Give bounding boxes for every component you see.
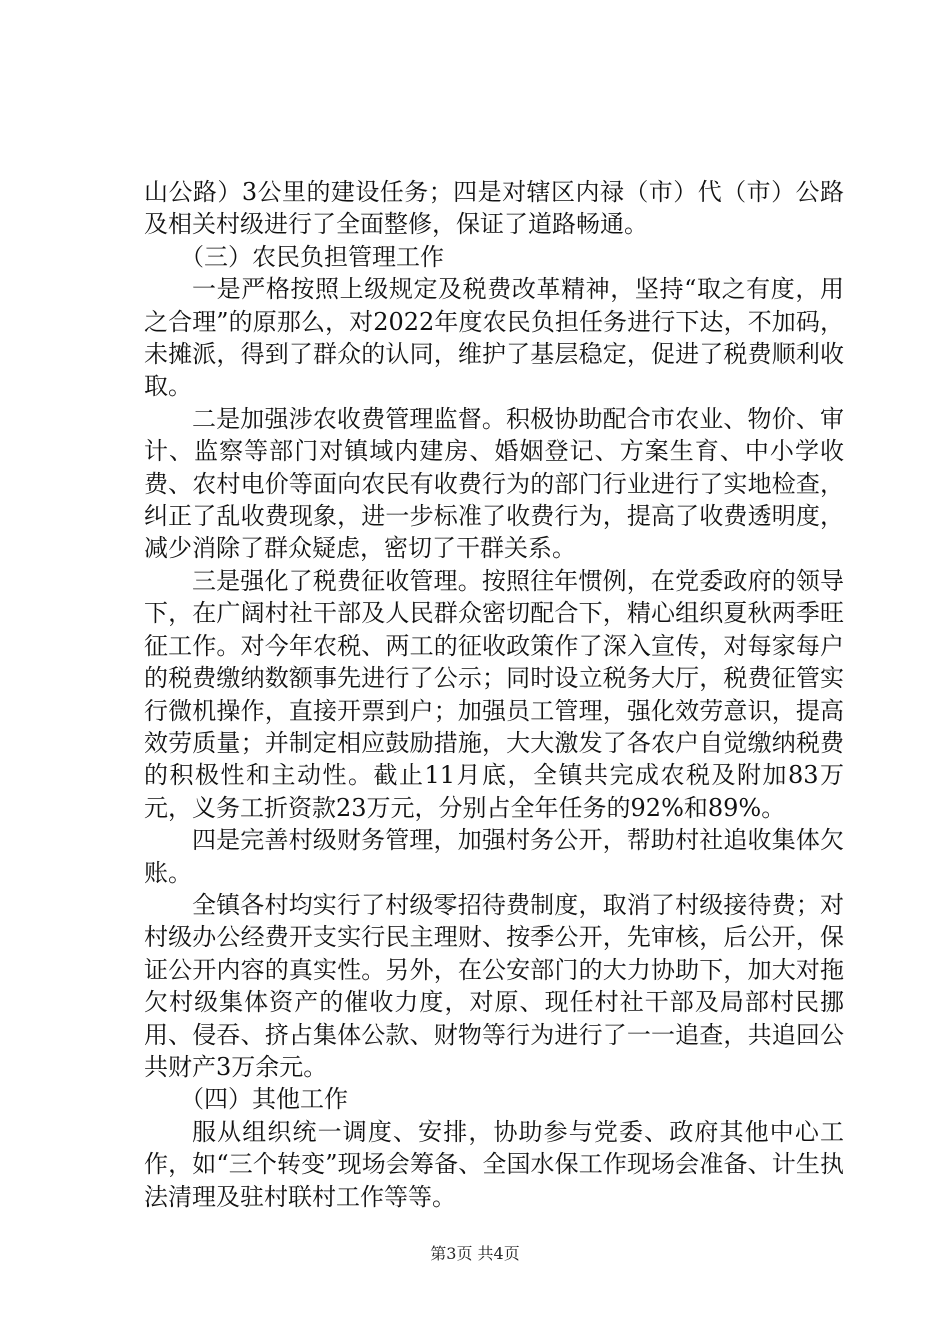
section-heading-farmer-burden: （三）农民负担管理工作 [180, 242, 444, 271]
document-body [144, 176, 844, 1213]
paragraph-other-work: 服从组织统一调度、安排，协助参与党委、政府其他中心工作，如“三个转变”现场会筹备、全国水保工作现场会准备、计生执法清理及驻村联村工作等等。 [144, 1117, 844, 1211]
section-heading-other-work: （四）其他工作 [180, 1085, 348, 1114]
page-number-footer: 第3页 共4页 [430, 1244, 520, 1263]
paragraph-point-one: 一是严格按照上级规定及税费改革精神，坚持“取之有度，用之合理”的原那么，对2022年度农民负担任务进行下达，不加码，未摊派，得到了群众的认同，维护了基层稳定，促进了税费顺利收取。 [144, 275, 844, 401]
paragraph-point-three: 三是强化了税费征收管理。按照往年惯例，在党委政府的领导下，在广阔村社干部及人民群众密切配合下，精心组织夏秋两季旺征工作。对今年农税、两工的征收政策作了深入宣传，对每家每户的税费缴纳数额事先进行了公示；同时设立税务大厅，税费征管实行微机操作，直接开票到户；加强员工管理，强化效劳意识，提高效劳质量；并制定相应鼓励措施，大大激发了各农户自觉缴纳税费的积极性和主动性。截止11月底，全镇共完成农税及附加83万元，义务工折资款23万元，分别占全年任务的92%和89%。 [144, 566, 844, 822]
paragraph-point-four: 四是完善村级财务管理，加强村务公开，帮助村社追收集体欠账。 [144, 826, 844, 887]
paragraph-road-continuation: 山公路）3公里的建设任务；四是对辖区内禄（市）代（市）公路及相关村级进行了全面整修，保证了道路畅通。 [144, 178, 844, 239]
paragraph-village-finance: 全镇各村均实行了村级零招待费制度，取消了村级接待费；对村级办公经费开支实行民主理财、按季公开，先审核，后公开，保证公开内容的真实性。另外，在公安部门的大力协助下，加大对拖欠村级集体资产的催收力度，对原、现任村社干部及局部村民挪用、侵吞、挤占集体公款、财物等行为进行了一一追查，共追回公共财产3万余元。 [144, 890, 844, 1081]
paragraph-point-two: 二是加强涉农收费管理监督。积极协助配合市农业、物价、审计、监察等部门对镇域内建房、婚姻登记、方案生育、中小学收费、农村电价等面向农民有收费行为的部门行业进行了实地检查，纠正了乱收费现象，进一步标准了收费行为，提高了收费透明度，减少消除了群众疑虑，密切了干群关系。 [144, 404, 844, 563]
